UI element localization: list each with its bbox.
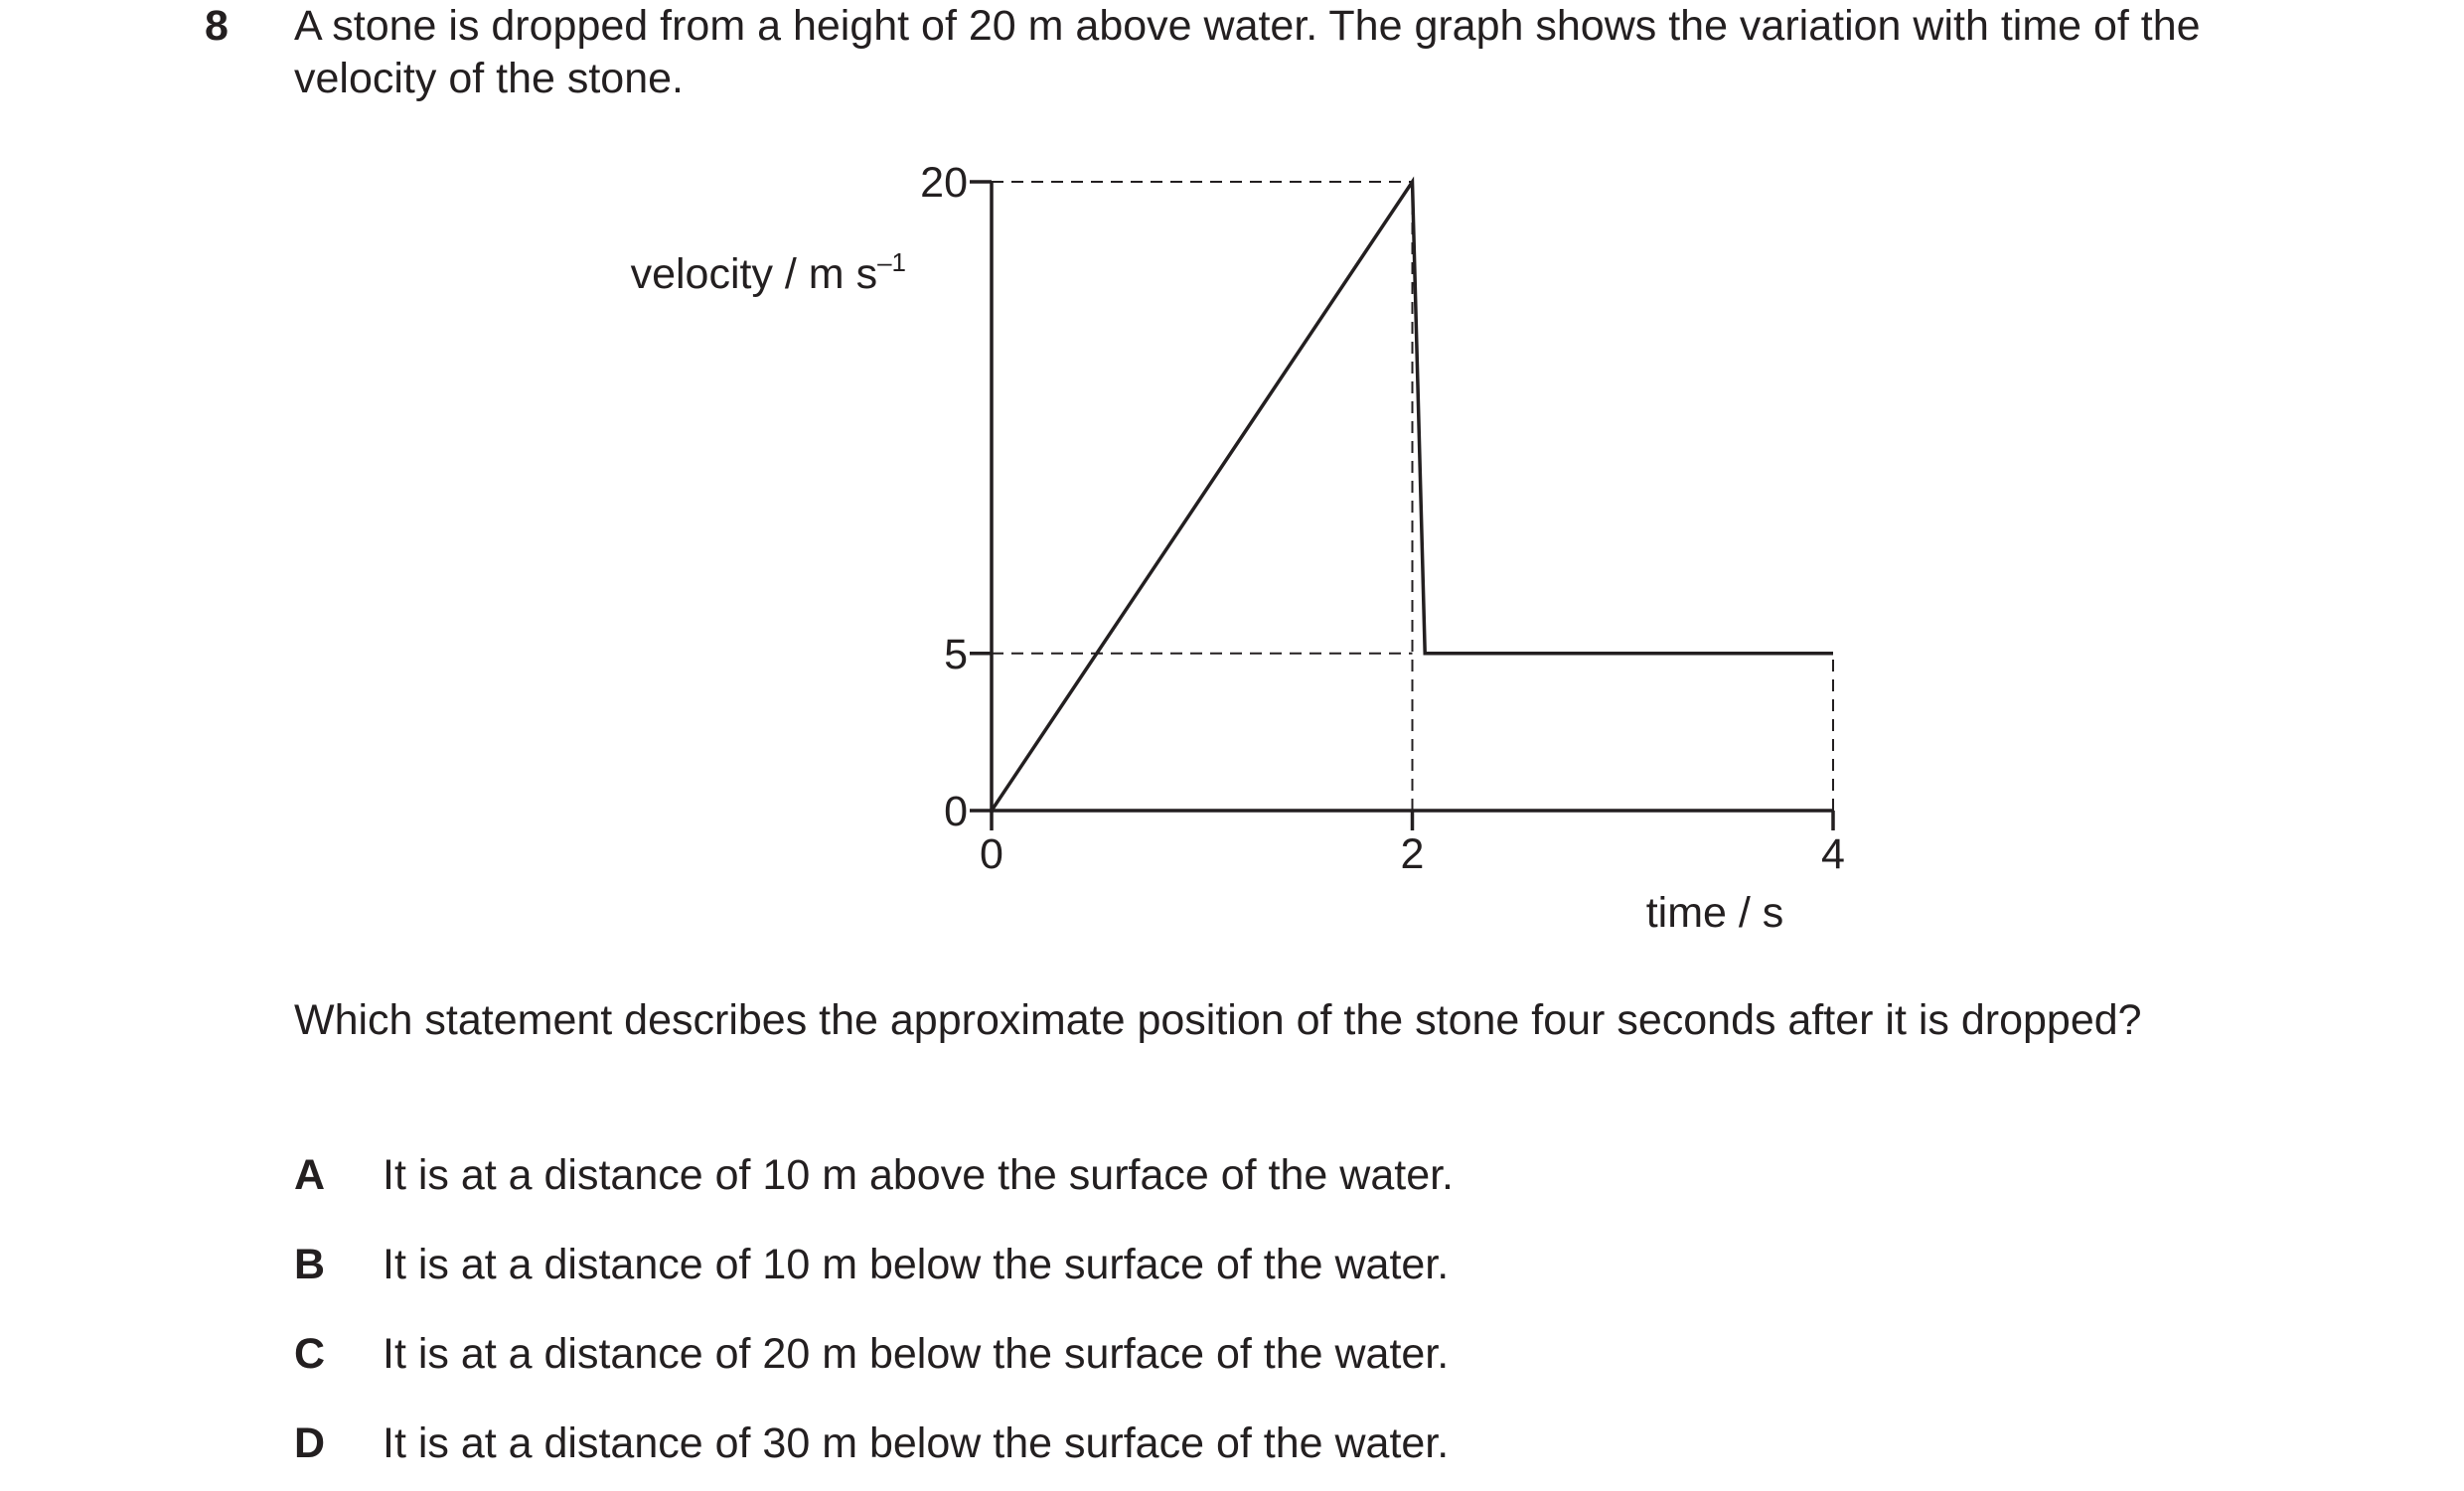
option-letter: B [294, 1241, 326, 1288]
y-tick-label: 5 [944, 630, 968, 678]
x-tick-label: 2 [1400, 830, 1425, 878]
question-prompt: Which statement describes the approximate position of the stone four seconds after it is dropped? [294, 996, 2142, 1044]
y-axis-label-text: velocity / m s [630, 250, 878, 298]
option-text: It is at a distance of 10 m below the surface of the water. [383, 1241, 1450, 1288]
option-letter: A [294, 1151, 326, 1199]
x-tick-label: 4 [1821, 830, 1845, 878]
option-letter: C [294, 1330, 326, 1378]
axis-ticks [970, 182, 1833, 830]
option-letter: D [294, 1419, 326, 1467]
dashed-reference-lines [992, 182, 1833, 811]
question-stem: A stone is dropped from a height of 20 m above water. The graph shows the variation with time of the velocity of the stone. [294, 2, 2201, 102]
question-number: 8 [205, 2, 229, 50]
y-axis-label [631, 247, 906, 298]
x-axis-label: time / s [1645, 889, 1784, 937]
y-tick-label: 20 [920, 159, 968, 207]
option-text: It is at a distance of 10 m above the surface of the water. [383, 1151, 1455, 1199]
option-text: It is at a distance of 30 m below the surface of the water. [383, 1419, 1450, 1467]
velocity-line [992, 182, 1833, 811]
y-axis-label-superscript: –1 [877, 247, 906, 277]
x-tick-label: 0 [980, 830, 1003, 878]
tick-labels [920, 159, 1845, 878]
y-tick-label: 0 [944, 788, 968, 835]
option-text: It is at a distance of 20 m below the surface of the water. [383, 1330, 1450, 1378]
